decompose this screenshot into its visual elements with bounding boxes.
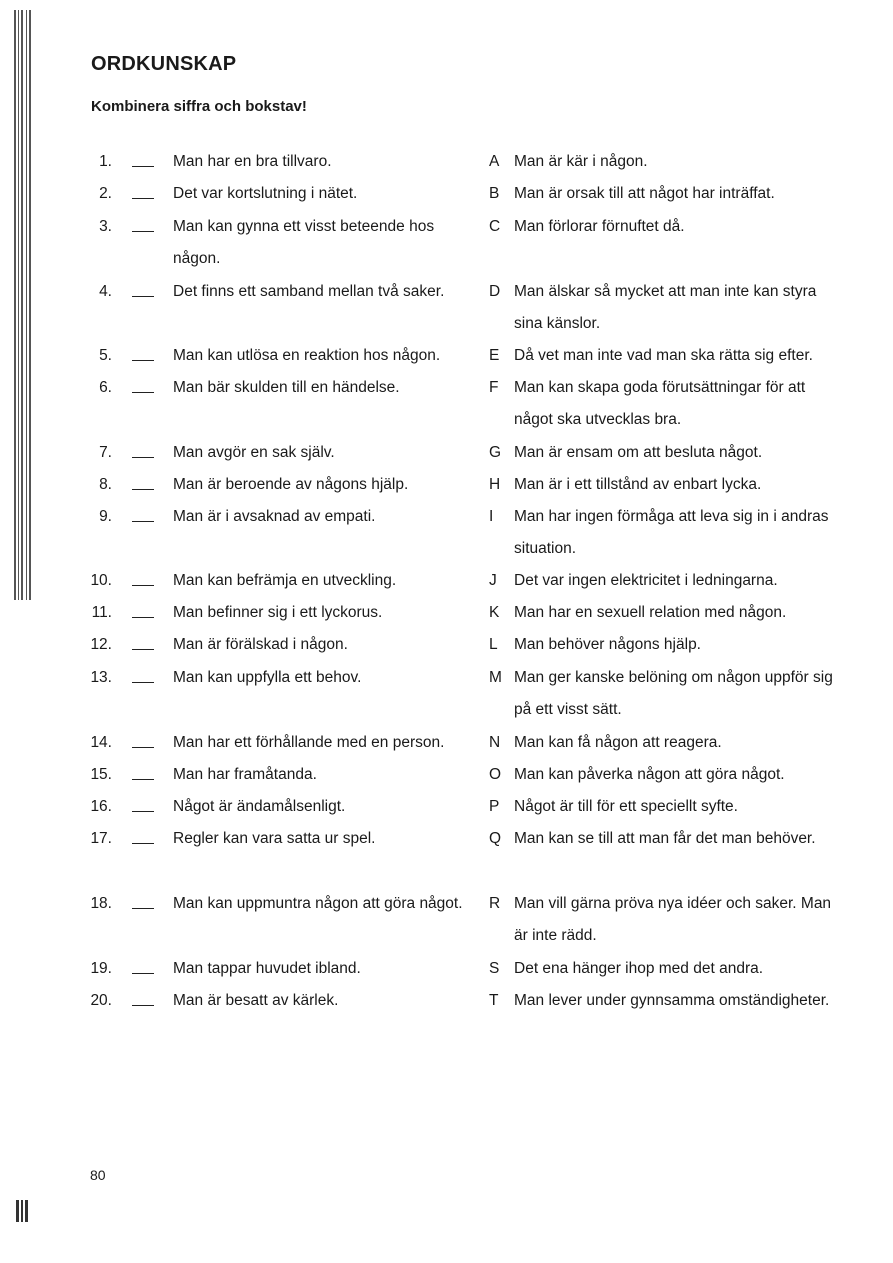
- statement-text: Något är ändamålsenligt.: [173, 798, 346, 815]
- definition-text: Man kan påverka någon att göra något.: [514, 766, 785, 783]
- statement-text: Man har en bra tillvaro.: [173, 153, 332, 170]
- definition-text: Det var ingen elektricitet i ledningarna.: [514, 572, 778, 589]
- definition-text: Man kan få någon att reagera.: [514, 734, 722, 751]
- statement-number: 7.: [99, 444, 112, 461]
- statement-number: 8.: [99, 476, 112, 493]
- statement-number: 13.: [90, 669, 112, 686]
- statement-number: 11.: [91, 604, 112, 621]
- definition-letter: H: [489, 476, 501, 493]
- definition-letter: T: [489, 992, 499, 1009]
- definition-letter: N: [489, 734, 501, 751]
- definition-letter: O: [489, 766, 502, 783]
- statement-text: Man kan uppfylla ett behov.: [173, 669, 362, 686]
- binding-edge-bottom: [16, 1200, 32, 1222]
- statement-number: 17.: [90, 830, 112, 847]
- definition-letter: M: [489, 669, 502, 686]
- statement-text: Man har ett förhållande med en person.: [173, 734, 445, 751]
- statement-text: Man kan uppmuntra någon att göra något.: [173, 895, 463, 912]
- definition-text: Man kan se till att man får det man behöver.: [514, 830, 816, 847]
- statement-text: Man bär skulden till en händelse.: [173, 379, 400, 396]
- statement-number: 6.: [99, 379, 112, 396]
- statement-text: Man kan gynna ett visst beteende hos någon.: [173, 218, 435, 267]
- statement-number: 5.: [99, 347, 112, 364]
- definition-letter: S: [489, 960, 500, 977]
- statement-text: Man är förälskad i någon.: [173, 636, 348, 653]
- definition-letter: A: [489, 153, 500, 170]
- definition-text: Man förlorar förnuftet då.: [514, 218, 685, 235]
- statement-number: 14.: [90, 734, 112, 751]
- statement-text: Man kan utlösa en reaktion hos någon.: [173, 347, 441, 364]
- definition-text: Man har ingen förmåga att leva sig in i andras situation.: [514, 508, 829, 557]
- definition-text: Man är orsak till att något har inträffat.: [514, 185, 775, 202]
- definition-text: Något är till för ett speciellt syfte.: [514, 798, 738, 815]
- statement-number: 3.: [99, 218, 112, 235]
- statement-text: Man har framåtanda.: [173, 766, 317, 783]
- statement-number: 2.: [99, 185, 112, 202]
- definition-text: Man är i ett tillstånd av enbart lycka.: [514, 476, 762, 493]
- statement-text: Man är i avsaknad av empati.: [173, 508, 376, 525]
- statement-text: Man är besatt av kärlek.: [173, 992, 339, 1009]
- page-number: 80: [90, 1167, 106, 1183]
- definition-letter: F: [489, 379, 499, 396]
- statement-number: 15.: [90, 766, 112, 783]
- definition-text: Man vill gärna pröva nya idéer och saker. Man är inte rädd.: [514, 895, 832, 944]
- statement-number: 19.: [90, 960, 112, 977]
- definition-text: Man har en sexuell relation med någon.: [514, 604, 787, 621]
- statement-number: 1.: [99, 153, 112, 170]
- definition-letter: Q: [489, 830, 502, 847]
- definition-letter: C: [489, 218, 501, 235]
- definition-text: Man lever under gynnsamma omständigheter.: [514, 992, 830, 1009]
- statement-number: 9.: [99, 508, 112, 525]
- definition-text: Man älskar så mycket att man inte kan styra sina känslor.: [514, 283, 817, 332]
- statement-text: Det finns ett samband mellan två saker.: [173, 283, 445, 300]
- statement-number: 4.: [99, 283, 112, 300]
- statement-number: 20.: [90, 992, 112, 1009]
- definition-letter: I: [489, 508, 494, 525]
- statement-number: 10.: [90, 572, 112, 589]
- definition-letter: B: [489, 185, 500, 202]
- definition-text: Man är ensam om att besluta något.: [514, 444, 763, 461]
- definition-text: Man kan skapa goda förutsättningar för att något ska utvecklas bra.: [514, 379, 806, 428]
- definition-letter: P: [489, 798, 500, 815]
- definition-letter: E: [489, 347, 500, 364]
- statement-number: 12.: [90, 636, 112, 653]
- instruction: Kombinera siffra och bokstav!: [91, 98, 307, 115]
- statement-number: 16.: [90, 798, 112, 815]
- definition-letter: D: [489, 283, 501, 300]
- definition-letter: R: [489, 895, 501, 912]
- statement-text: Man kan befrämja en utveckling.: [173, 572, 397, 589]
- definition-letter: K: [489, 604, 500, 621]
- definition-letter: J: [489, 572, 497, 589]
- definition-text: Man ger kanske belöning om någon uppför sig på ett visst sätt.: [514, 669, 833, 718]
- definition-letter: G: [489, 444, 502, 461]
- statement-number: 18.: [90, 895, 112, 912]
- definition-text: Man behöver någons hjälp.: [514, 636, 701, 653]
- statement-text: Man är beroende av någons hjälp.: [173, 476, 409, 493]
- definition-text: Då vet man inte vad man ska rätta sig efter.: [514, 347, 813, 364]
- statement-text: Regler kan vara satta ur spel.: [173, 830, 376, 847]
- statement-text: Det var kortslutning i nätet.: [173, 185, 358, 202]
- definition-text: Man är kär i någon.: [514, 153, 648, 170]
- definition-text: Det ena hänger ihop med det andra.: [514, 960, 764, 977]
- definition-letter: L: [489, 636, 498, 653]
- statement-text: Man befinner sig i ett lyckorus.: [173, 604, 383, 621]
- statement-text: Man avgör en sak själv.: [173, 444, 335, 461]
- statement-text: Man tappar huvudet ibland.: [173, 960, 361, 977]
- page-title: ORDKUNSKAP: [91, 53, 237, 75]
